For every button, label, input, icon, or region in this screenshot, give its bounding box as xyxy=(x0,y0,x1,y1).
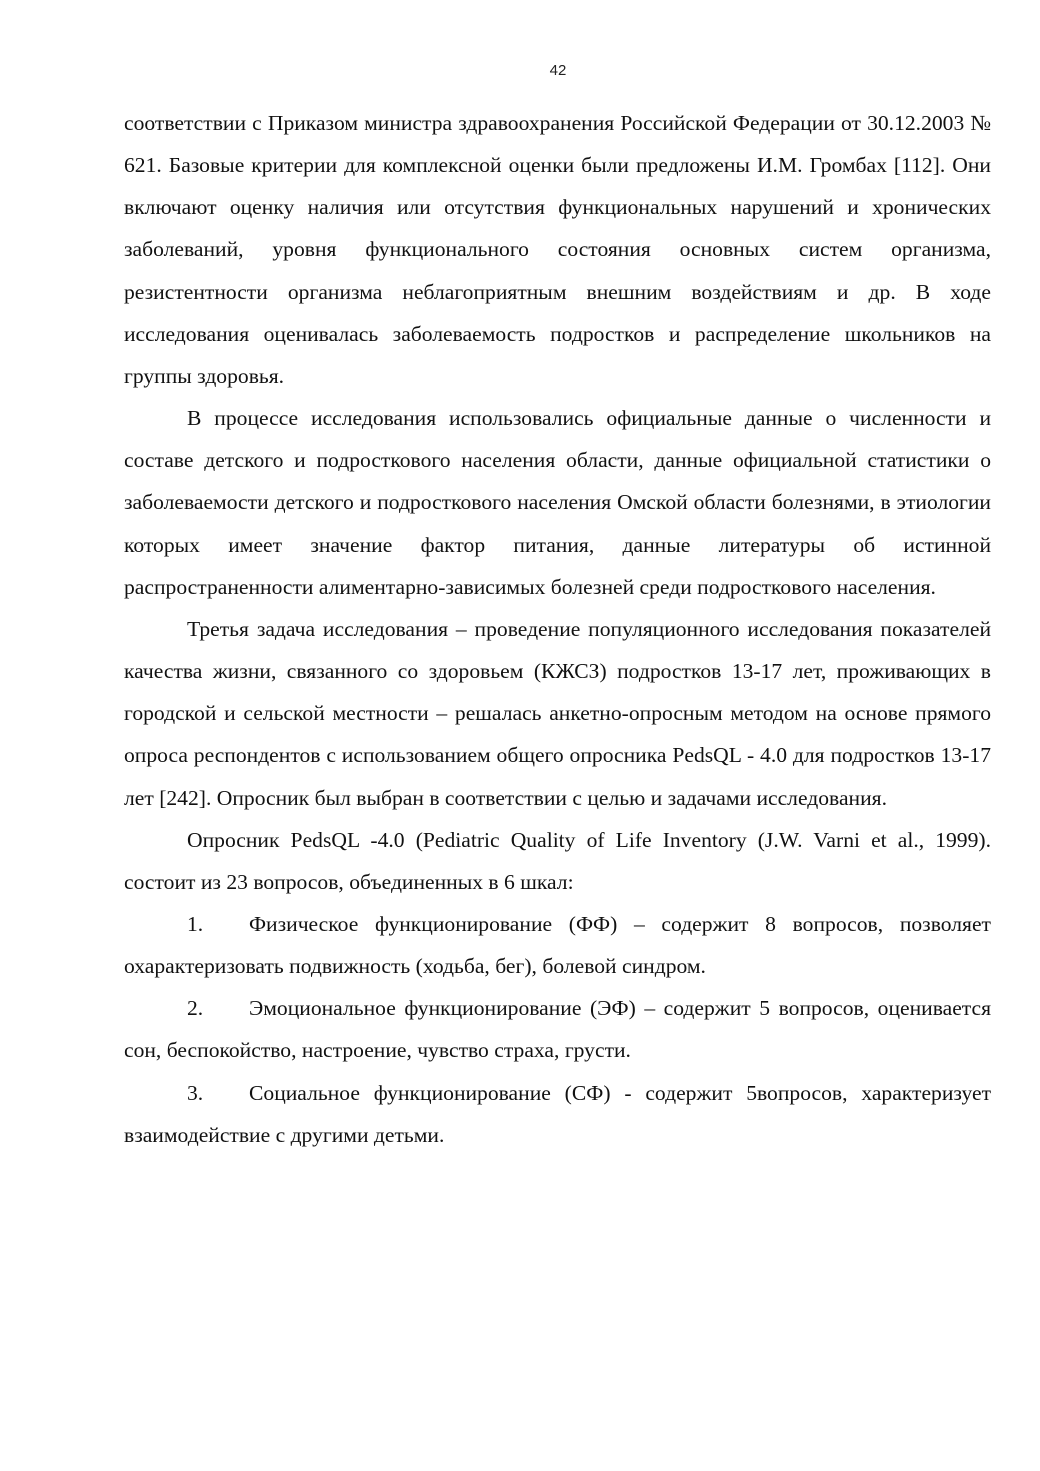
document-body xyxy=(124,102,991,1156)
list-item-text: Физическое функционирование (ФФ) – содержит 8 вопросов, позволяет охарактеризовать подвижность (ходьба, бег), болевой синдром. xyxy=(124,911,991,979)
list-item-text: Социальное функционирование (СФ) - содержит 5вопросов, характеризует взаимодействие с другими детьми. xyxy=(124,1080,991,1147)
list-item-1 xyxy=(124,903,991,987)
list-item-2 xyxy=(124,987,991,1071)
list-item-text: Эмоциональное функционирование (ЭФ) – содержит 5 вопросов, оценивается сон, беспокойство, настроение, чувство страха, грусти. xyxy=(124,996,991,1063)
paragraph-4: Опросник PedsQL -4.0 (Pediatric Quality of Life Inventory (J.W. Varni et al., 1999). состоит из 23 вопросов, объединенных в 6 шкал: xyxy=(124,827,991,894)
list-item-3 xyxy=(124,1072,991,1156)
paragraph-2: В процессе исследования использовались официальные данные о численности и составе детского и подросткового населения области, данные официальной статистики о заболеваемости детского и подросткового населения Омской области болезнями, в этиологии которых имеет значение фактор питания, данные литературы об истинной распространенности алиментарно-зависимых болезней среди подросткового населения. xyxy=(124,406,991,599)
list-item-number: 1. xyxy=(187,911,204,936)
list-item-number: 2. xyxy=(187,996,204,1021)
page-number: 42 xyxy=(549,62,567,79)
list-item-number: 3. xyxy=(187,1080,204,1105)
paragraph-1: соответствии с Приказом министра здравоохранения Российской Федерации от 30.12.2003 № 621. Базовые критерии для комплексной оценки были предложены И.М. Громбах [112]. Они включают оценку наличия или отсутствия функциональных нарушений и хронических заболеваний, уровня функционального состояния основных систем организма, резистентности организма неблагоприятным внешним воздействиям и др. В ходе исследования оценивалась заболеваемость подростков и распределение школьников на группы здоровья. xyxy=(124,111,991,388)
paragraph-3: Третья задача исследования – проведение популяционного исследования показателей качества жизни, связанного со здоровьем (КЖСЗ) подростков 13-17 лет, проживающих в городской и сельской местности – решалась анкетно-опросным методом на основе прямого опроса респондентов с использованием общего опросника PedsQL - 4.0 для подростков 13-17 лет [242]. Опросник был выбран в соответствии с целью и задачами исследования. xyxy=(124,616,991,810)
